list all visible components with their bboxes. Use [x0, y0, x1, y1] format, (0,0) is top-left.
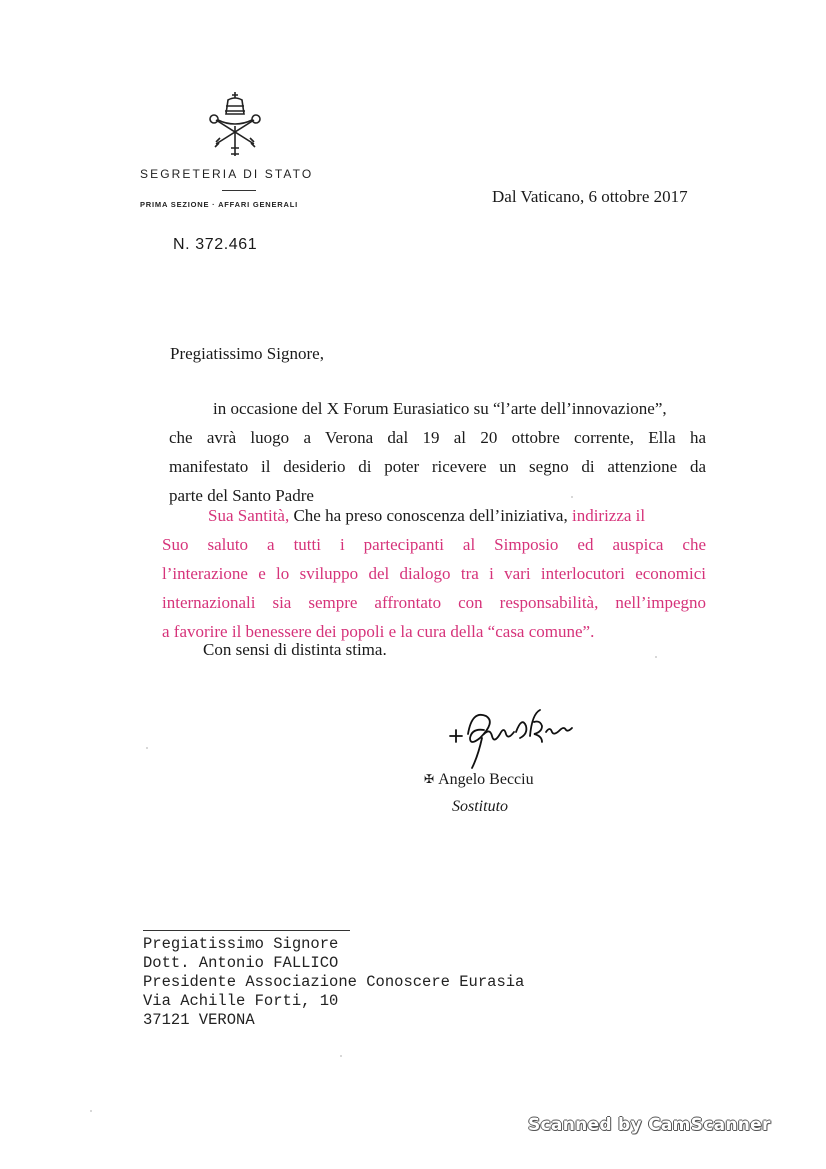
- signer-name: Angelo Becciu: [438, 771, 534, 788]
- paragraph-line: manifestato il desiderio di poter ricevere un segno di attenzione da: [169, 457, 706, 476]
- closing-line: Con sensi di distinta stima.: [203, 640, 387, 659]
- handwritten-signature: [438, 692, 578, 772]
- scan-speck: [146, 747, 148, 749]
- office-section: PRIMA SEZIONE · AFFARI GENERALI: [140, 200, 298, 209]
- signer-role: Sostituto: [452, 798, 509, 815]
- address-line: Dott. Antonio FALLICO: [143, 954, 339, 972]
- recipient-address: [143, 935, 524, 1030]
- scan-speck: [655, 656, 657, 658]
- paragraph-line: l’interazione e lo sviluppo del dialogo tra i vari interlocutori economici: [162, 564, 706, 583]
- plain-text: Che ha preso conoscenza dell’iniziativa,: [289, 506, 568, 525]
- highlighted-text: Sua Santità,: [208, 506, 290, 525]
- cross-icon: ✠: [424, 772, 435, 786]
- address-line: Via Achille Forti, 10: [143, 992, 339, 1010]
- signer-name-line: [424, 771, 534, 789]
- paragraph-line: in occasione del X Forum Eurasiatico su “l’arte dell’innovazione”,: [213, 399, 667, 418]
- salutation: Pregiatissimo Signore,: [170, 344, 324, 363]
- address-line: Presidente Associazione Conoscere Eurasia: [143, 973, 525, 991]
- paragraph-line: Suo saluto a tutti i partecipanti al Simposio ed auspica che: [162, 535, 706, 554]
- address-line: 37121 VERONA: [143, 1011, 255, 1029]
- place-date: Dal Vaticano, 6 ottobre 2017: [492, 187, 688, 206]
- address-line: Pregiatissimo Signore: [143, 935, 339, 953]
- paragraph-line: internazionali sia sempre affrontato con responsabilità, nell’impegno: [162, 593, 706, 612]
- office-name: SEGRETERIA DI STATO: [140, 167, 314, 181]
- scan-speck: [340, 1055, 342, 1057]
- scan-speck: [571, 496, 573, 498]
- scan-speck: [90, 1110, 92, 1112]
- address-divider: [143, 930, 350, 931]
- paragraph-line: a favorire il benessere dei popoli e la cura della “casa comune”.: [162, 622, 595, 641]
- scanner-watermark: Scanned by CamScanner: [528, 1115, 771, 1135]
- protocol-number: N. 372.461: [173, 236, 258, 253]
- highlighted-text: indirizza il: [567, 506, 646, 525]
- paragraph-1: [162, 394, 706, 510]
- paragraph-line: parte del Santo Padre: [169, 486, 314, 505]
- paragraph-2: [162, 501, 706, 646]
- paragraph-line: [162, 501, 706, 530]
- letterhead-divider: [222, 190, 256, 191]
- papal-emblem-icon: [200, 90, 270, 162]
- paragraph-line: che avrà luogo a Verona dal 19 al 20 ottobre corrente, Ella ha: [169, 428, 706, 447]
